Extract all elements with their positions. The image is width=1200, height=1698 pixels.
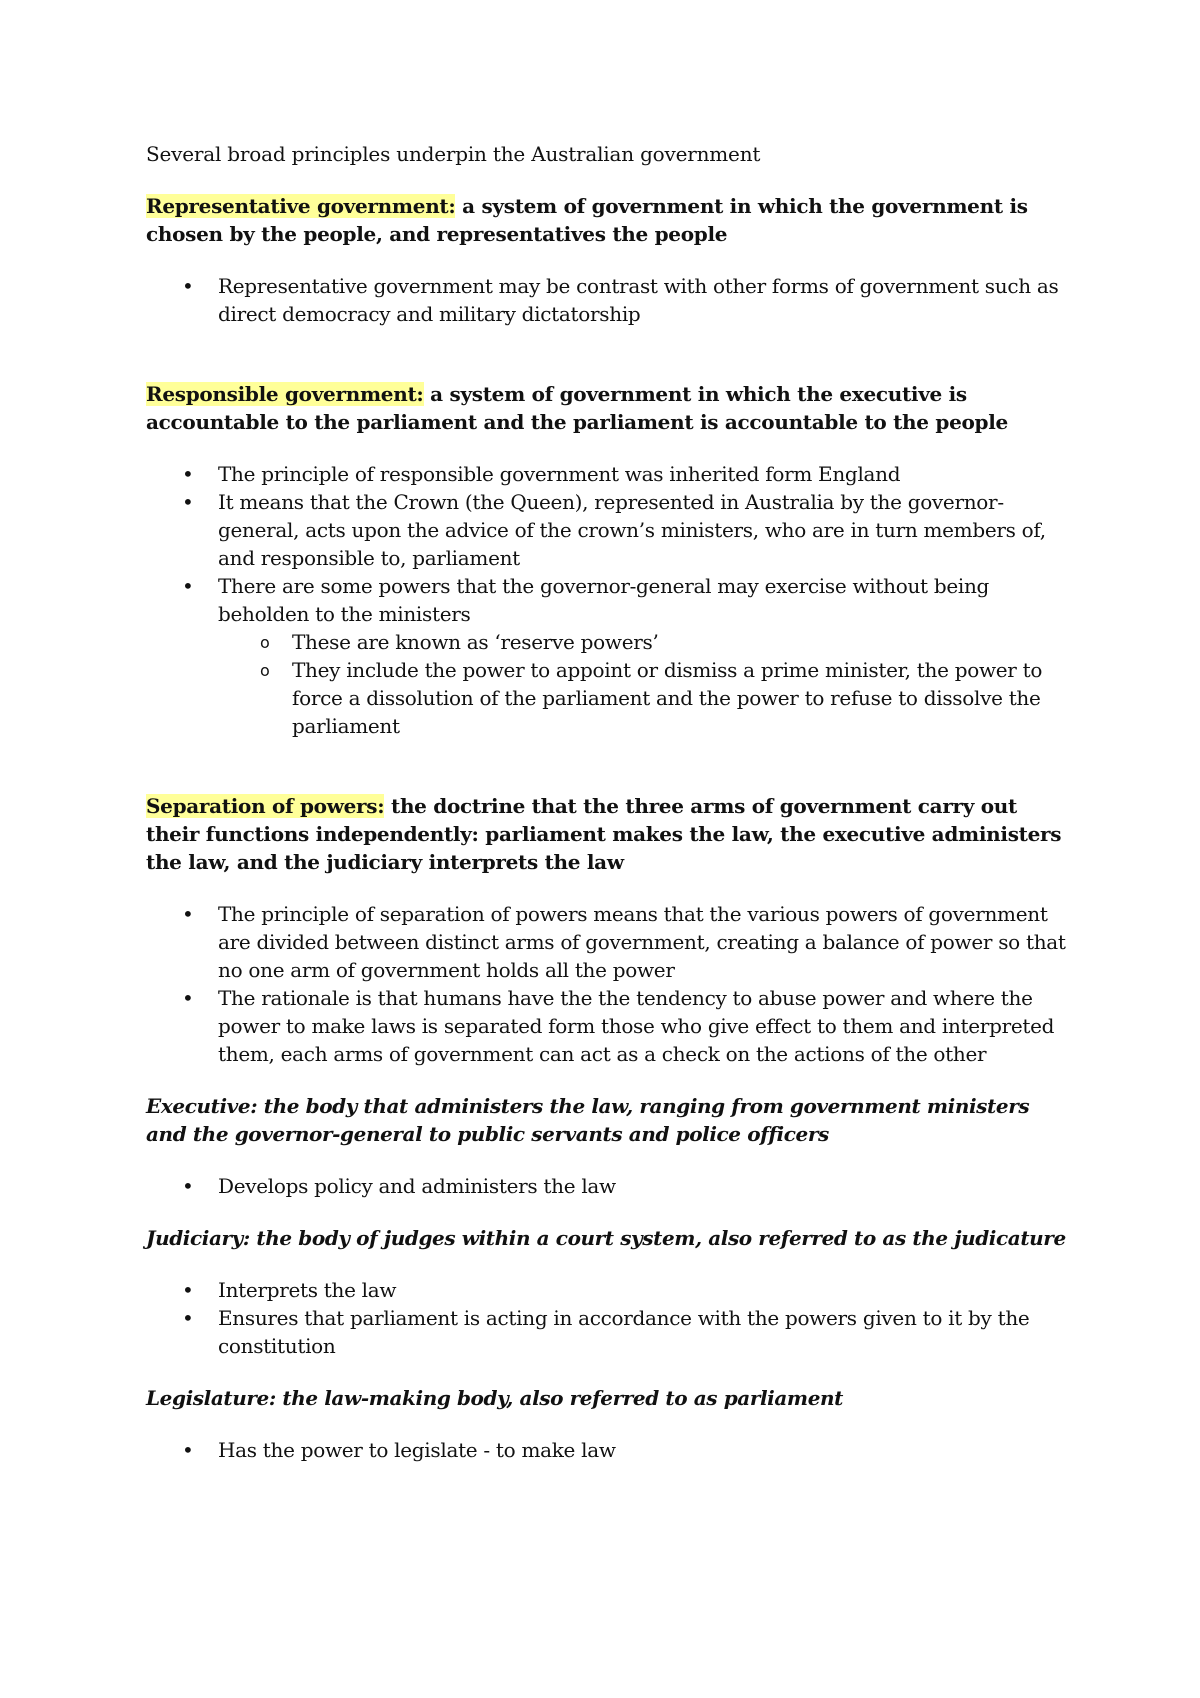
judiciary-heading: Judiciary: the body of judges within a court system, also referred to as the judicature <box>146 1226 1066 1250</box>
representative-government-heading <box>146 192 1066 248</box>
list-item: • The principle of responsible government was inherited form England <box>146 460 1066 488</box>
document-page <box>146 140 1066 1464</box>
representative-government-definition: a system of government in which the government is chosen by the people, and representatives the people <box>146 194 1028 246</box>
list-item: • Ensures that parliament is acting in accordance with the powers given to it by the constitution <box>146 1304 1066 1360</box>
list-item: • The rationale is that humans have the the tendency to abuse power and where the power to make laws is separated form those who give effect to them and interpreted them, each arms of government can act as a check on the actions of the other <box>146 984 1066 1068</box>
representative-government-term: Representative government: <box>146 194 456 218</box>
executive-heading: Executive: the body that administers the law, ranging from government ministers and the governor-general to public servants and police officers <box>146 1094 1030 1146</box>
separation-of-powers-definition: the doctrine that the three arms of government carry out their functions independently: parliament makes the law, the executive administers the law, and the judiciary interprets the law <box>146 794 1062 874</box>
separation-of-powers-term: Separation of powers: <box>146 794 385 818</box>
executive-list <box>146 1172 1066 1200</box>
responsible-government-definition: a system of government in which the executive is accountable to the parliament and the parliament is accountable to the people <box>146 382 1008 434</box>
list-item <box>146 572 1066 740</box>
sub-list-item: o They include the power to appoint or dismiss a prime minister, the power to force a dissolution of the parliament and the power to refuse to dissolve the parliament <box>218 656 1066 740</box>
list-item: • It means that the Crown (the Queen), represented in Australia by the governor-general, acts upon the advice of the crown’s ministers, who are in turn members of, and responsible to, parliament <box>146 488 1066 572</box>
list-item: • The principle of separation of powers means that the various powers of government are divided between distinct arms of government, creating a balance of power so that no one arm of government holds all the power <box>146 900 1066 984</box>
separation-of-powers-list <box>146 900 1066 1068</box>
judiciary-list <box>146 1276 1066 1360</box>
reserve-powers-sublist <box>218 628 1066 740</box>
responsible-government-list <box>146 460 1066 740</box>
intro-text: Several broad principles underpin the Australian government <box>146 142 761 166</box>
sub-list-item: o These are known as ‘reserve powers’ <box>218 628 1066 656</box>
responsible-government-term: Responsible government: <box>146 382 424 406</box>
separation-of-powers-heading <box>146 792 1066 876</box>
list-item-text: There are some powers that the governor-general may exercise without being beholden to the ministers <box>218 574 990 626</box>
legislature-heading: Legislature: the law-making body, also referred to as parliament <box>146 1386 843 1410</box>
list-item: • Develops policy and administers the law <box>146 1172 1066 1200</box>
list-item: • Representative government may be contrast with other forms of government such as direct democracy and military dictatorship <box>146 272 1066 328</box>
responsible-government-heading <box>146 380 1066 436</box>
legislature-list <box>146 1436 1066 1464</box>
representative-government-list <box>146 272 1066 328</box>
list-item: • Interprets the law <box>146 1276 1066 1304</box>
list-item: • Has the power to legislate - to make law <box>146 1436 1066 1464</box>
